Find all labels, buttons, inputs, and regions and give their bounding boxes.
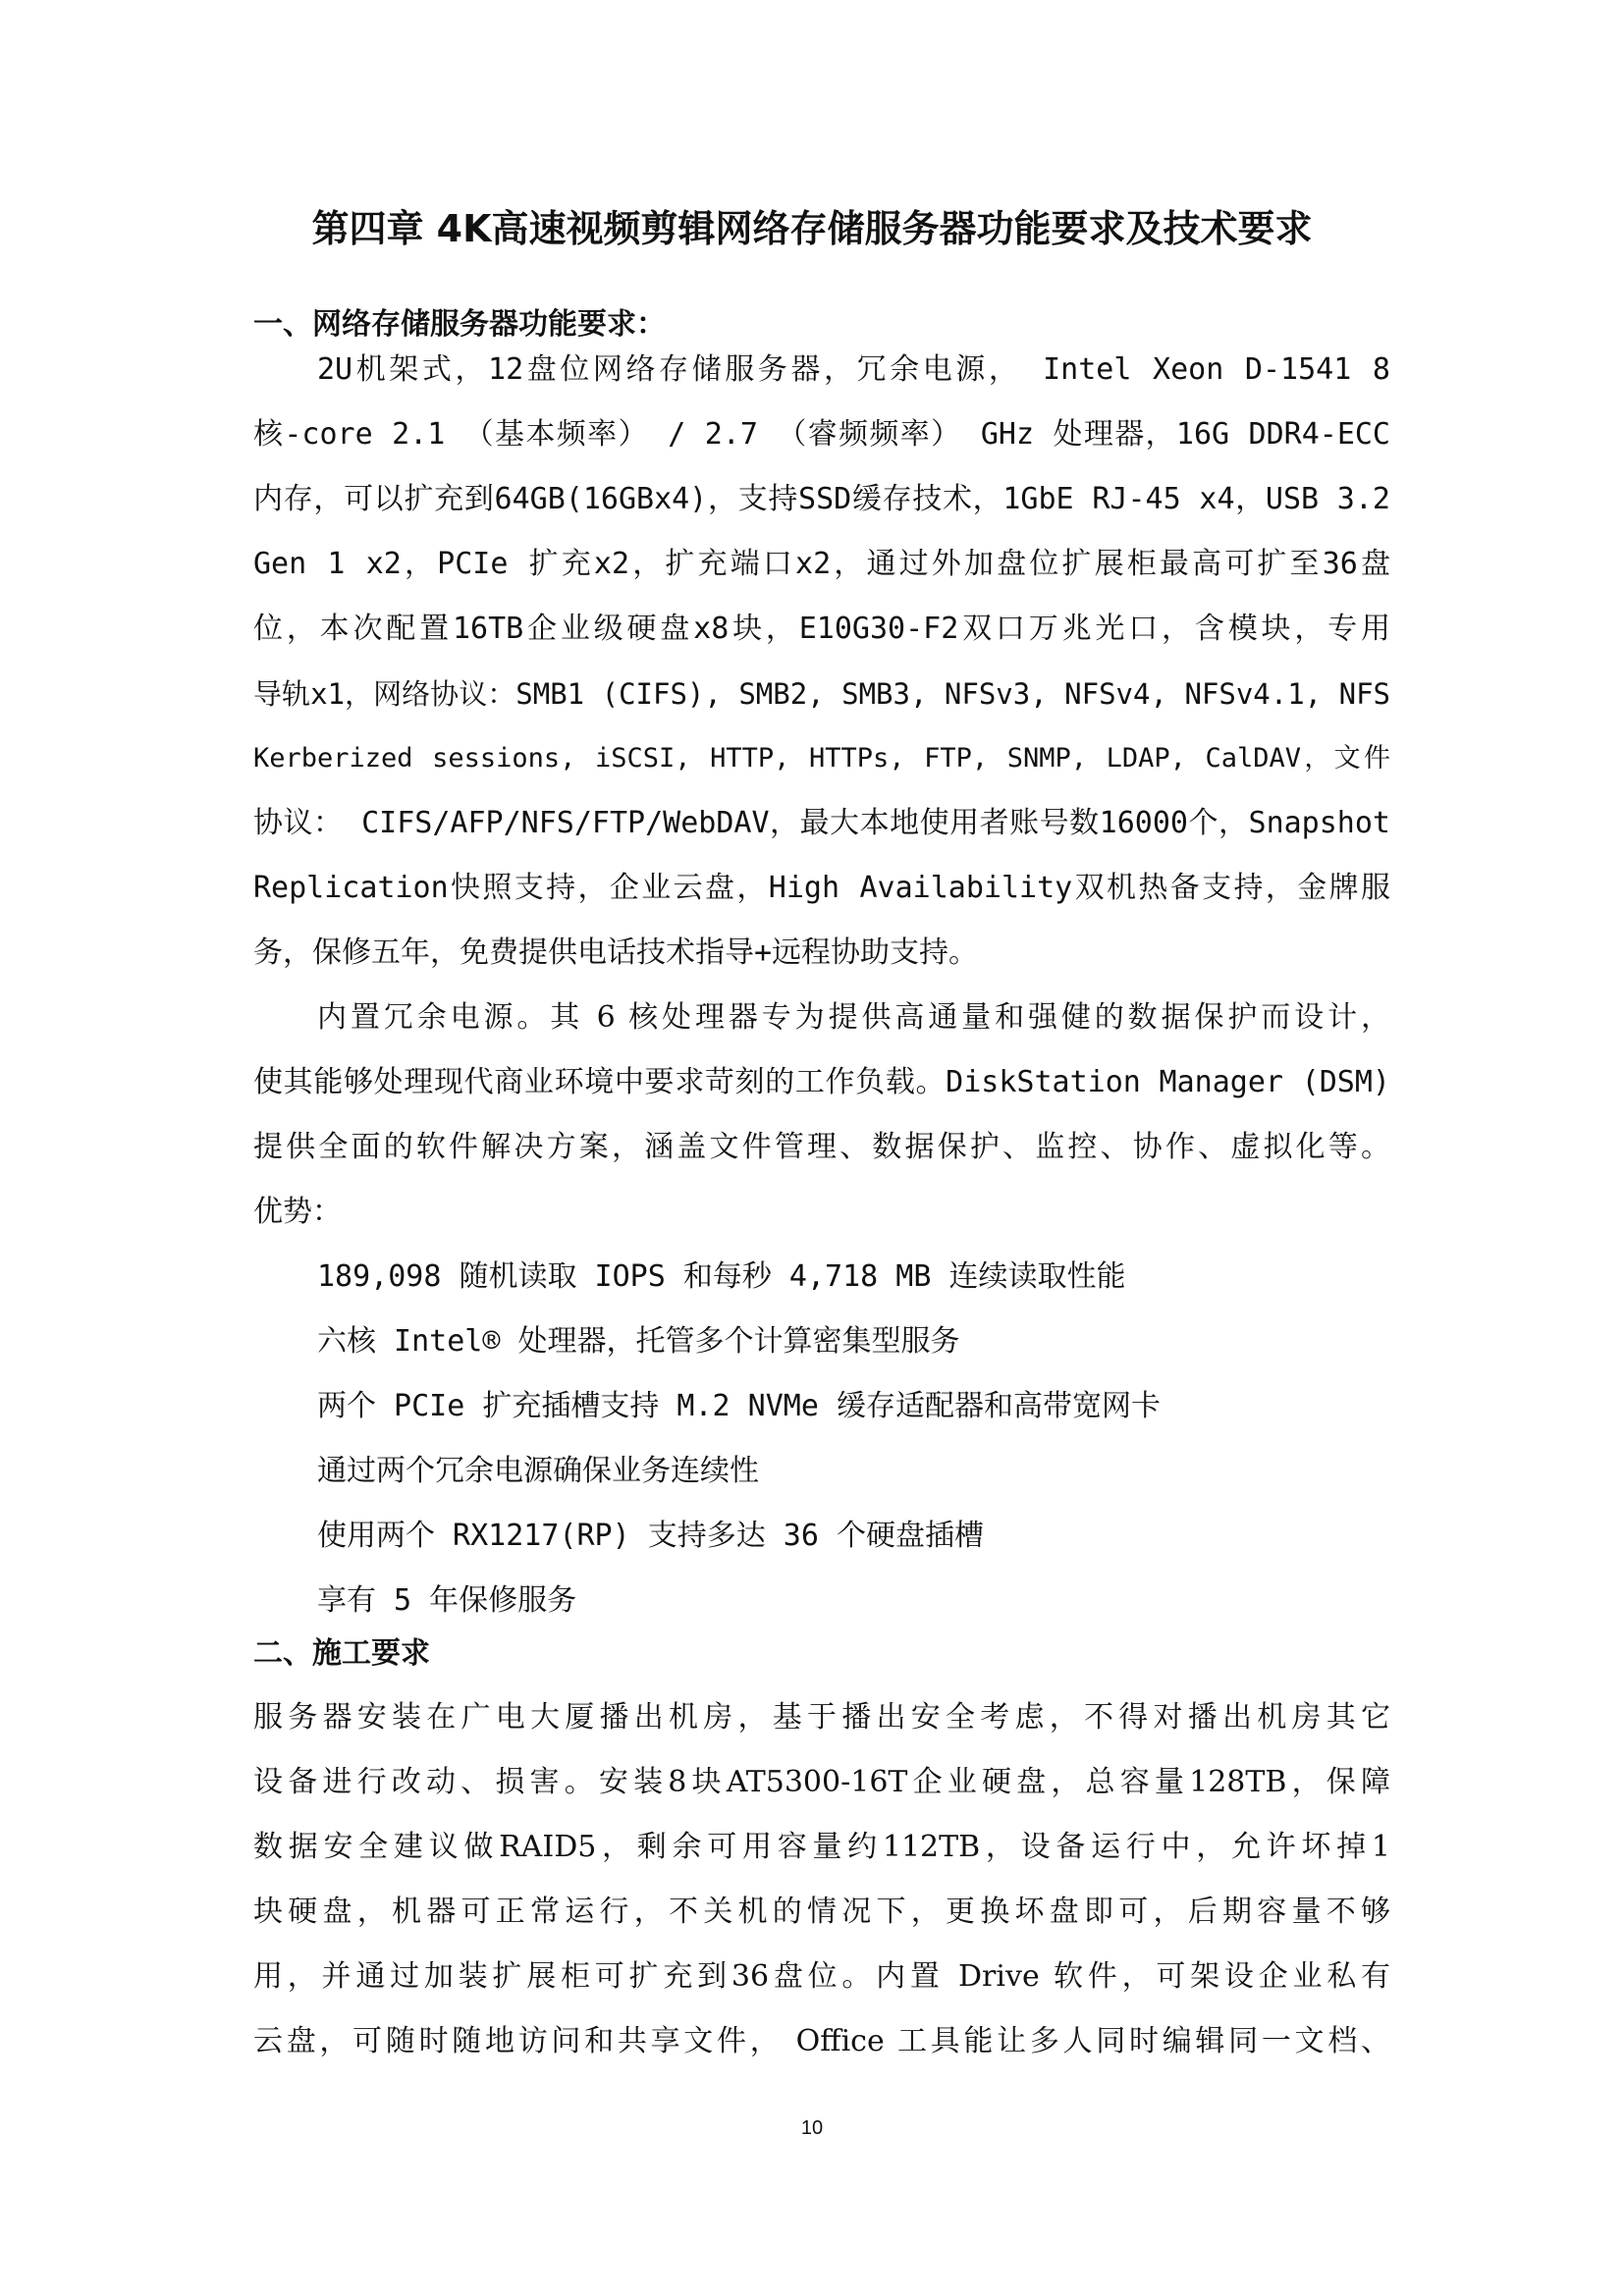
advantage-item: 使用两个 RX1217(RP) 支持多达 36 个硬盘插槽 <box>317 1519 984 1553</box>
paragraph-line: 核-core 2.1 （基本频率） / 2.7 （睿频频率） GHz 处理器，16G DDR4-ECC <box>253 417 1390 452</box>
advantage-item: 享有 5 年保修服务 <box>317 1583 577 1618</box>
paragraph-line: Replication快照支持，企业云盘，High Availability双机热备支持，金牌服 <box>253 871 1390 905</box>
paragraph-line: 提供全面的软件解决方案，涵盖文件管理、数据保护、监控、协作、虚拟化等。 <box>253 1130 1390 1164</box>
paragraph-line: 2U机架式，12盘位网络存储服务器，冗余电源， Intel Xeon D-1541 8 <box>317 352 1390 387</box>
paragraph-line: Kerberized sessions, iSCSI, HTTP, HTTPs, FTP, SNMP, LDAP, CalDAV，文件 <box>253 743 1390 774</box>
advantage-item: 六核 Intel® 处理器，托管多个计算密集型服务 <box>317 1324 960 1359</box>
paragraph-line: 设备进行改动、损害。安装8块AT5300-16T企业硬盘，总容量128TB，保障 <box>253 1765 1390 1799</box>
paragraph-line: 云盘，可随时随地访问和共享文件， Office 工具能让多人同时编辑同一文档、 <box>253 2024 1390 2058</box>
advantage-item: 通过两个冗余电源确保业务连续性 <box>317 1454 759 1488</box>
page-number: 10 <box>800 2117 824 2139</box>
paragraph-line: 导轨x1，网络协议：SMB1 (CIFS), SMB2, SMB3, NFSv3, NFSv4, NFSv4.1, NFS <box>253 677 1390 711</box>
section-heading-function: 一、网络存储服务器功能要求： <box>253 307 666 342</box>
paragraph-line: 服务器安装在广电大厦播出机房，基于播出安全考虑，不得对播出机房其它 <box>253 1700 1390 1735</box>
paragraph-line: Gen 1 x2，PCIe 扩充x2，扩充端口x2，通过外加盘位扩展柜最高可扩至36盘 <box>253 547 1390 581</box>
paragraph-line: 用，并通过加装扩展柜可扩充到36盘位。内置 Drive 软件，可架设企业私有 <box>253 1959 1390 1994</box>
paragraph-line: 务，保修五年，免费提供电话技术指导+远程协助支持。 <box>253 935 979 970</box>
paragraph-line: 位，本次配置16TB企业级硬盘x8块，E10G30-F2双口万兆光口，含模块，专用 <box>253 612 1390 646</box>
paragraph-line: 内置冗余电源。其 6 核处理器专为提供高通量和强健的数据保护而设计， <box>317 1000 1390 1035</box>
paragraph-line: 块硬盘，机器可正常运行，不关机的情况下，更换坏盘即可，后期容量不够 <box>253 1895 1390 1929</box>
section-heading-construction: 二、施工要求 <box>253 1636 430 1671</box>
paragraph-line: 内存，可以扩充到64GB(16GBx4)，支持SSD缓存技术，1GbE RJ-45 x4，USB 3.2 <box>253 482 1390 516</box>
paragraph-line: 使其能够处理现代商业环境中要求苛刻的工作负载。DiskStation Manager (DSM) <box>253 1065 1390 1099</box>
advantage-item: 189,098 随机读取 IOPS 和每秒 4,718 MB 连续读取性能 <box>317 1259 1126 1294</box>
chapter-title: 第四章 4K高速视频剪辑网络存储服务器功能要求及技术要求 <box>311 207 1313 250</box>
paragraph-line: 数据安全建议做RAID5，剩余可用容量约112TB，设备运行中，允许坏掉1 <box>253 1830 1390 1864</box>
paragraph-line: 协议： CIFS/AFP/NFS/FTP/WebDAV，最大本地使用者账号数16000个，Snapshot <box>253 806 1390 840</box>
paragraph-line: 优势： <box>253 1195 342 1229</box>
advantage-item: 两个 PCIe 扩充插槽支持 M.2 NVMe 缓存适配器和高带宽网卡 <box>317 1389 1161 1423</box>
